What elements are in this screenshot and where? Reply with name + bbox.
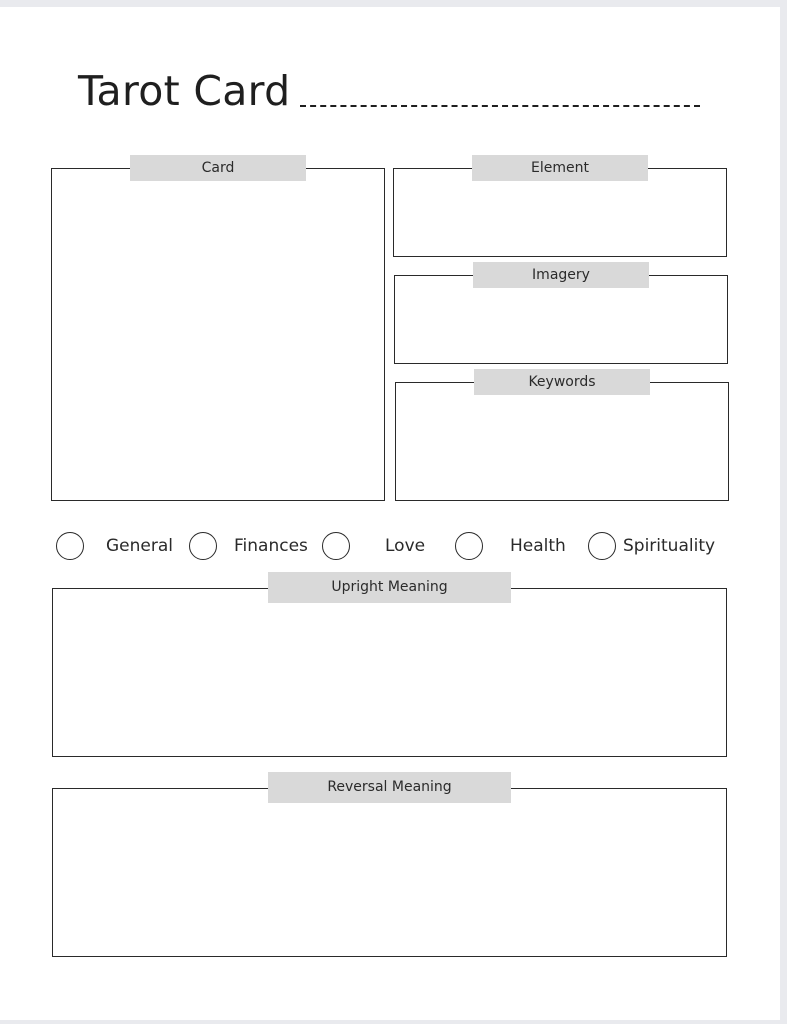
option-general[interactable]: [56, 531, 176, 561]
option-health[interactable]: [455, 531, 575, 561]
card-box[interactable]: [51, 168, 385, 501]
reversal-meaning-label: Reversal Meaning: [268, 772, 511, 803]
option-label: General: [106, 536, 173, 556]
worksheet-page: [0, 7, 780, 1020]
health-checkbox[interactable]: [455, 532, 483, 560]
option-finances[interactable]: [189, 531, 314, 561]
page-title: Tarot Card: [78, 67, 291, 115]
keywords-label: Keywords: [474, 369, 650, 395]
card-name-line[interactable]: [300, 105, 700, 107]
love-checkbox[interactable]: [322, 532, 350, 560]
element-box[interactable]: [393, 168, 727, 257]
upright-meaning-label: Upright Meaning: [268, 572, 511, 603]
keywords-box[interactable]: [395, 382, 729, 501]
upright-meaning-box[interactable]: [52, 588, 727, 757]
reversal-meaning-box[interactable]: [52, 788, 727, 957]
option-spirituality[interactable]: [588, 531, 718, 561]
imagery-label: Imagery: [473, 262, 649, 288]
spirituality-checkbox[interactable]: [588, 532, 616, 560]
option-label: Health: [510, 536, 566, 556]
element-label: Element: [472, 155, 648, 181]
option-love[interactable]: [322, 531, 432, 561]
option-label: Love: [385, 536, 426, 556]
option-label: Finances: [234, 536, 308, 556]
finances-checkbox[interactable]: [189, 532, 217, 560]
card-label: Card: [130, 155, 306, 181]
imagery-box[interactable]: [394, 275, 728, 364]
option-label: Spirituality: [623, 536, 716, 556]
general-checkbox[interactable]: [56, 532, 84, 560]
